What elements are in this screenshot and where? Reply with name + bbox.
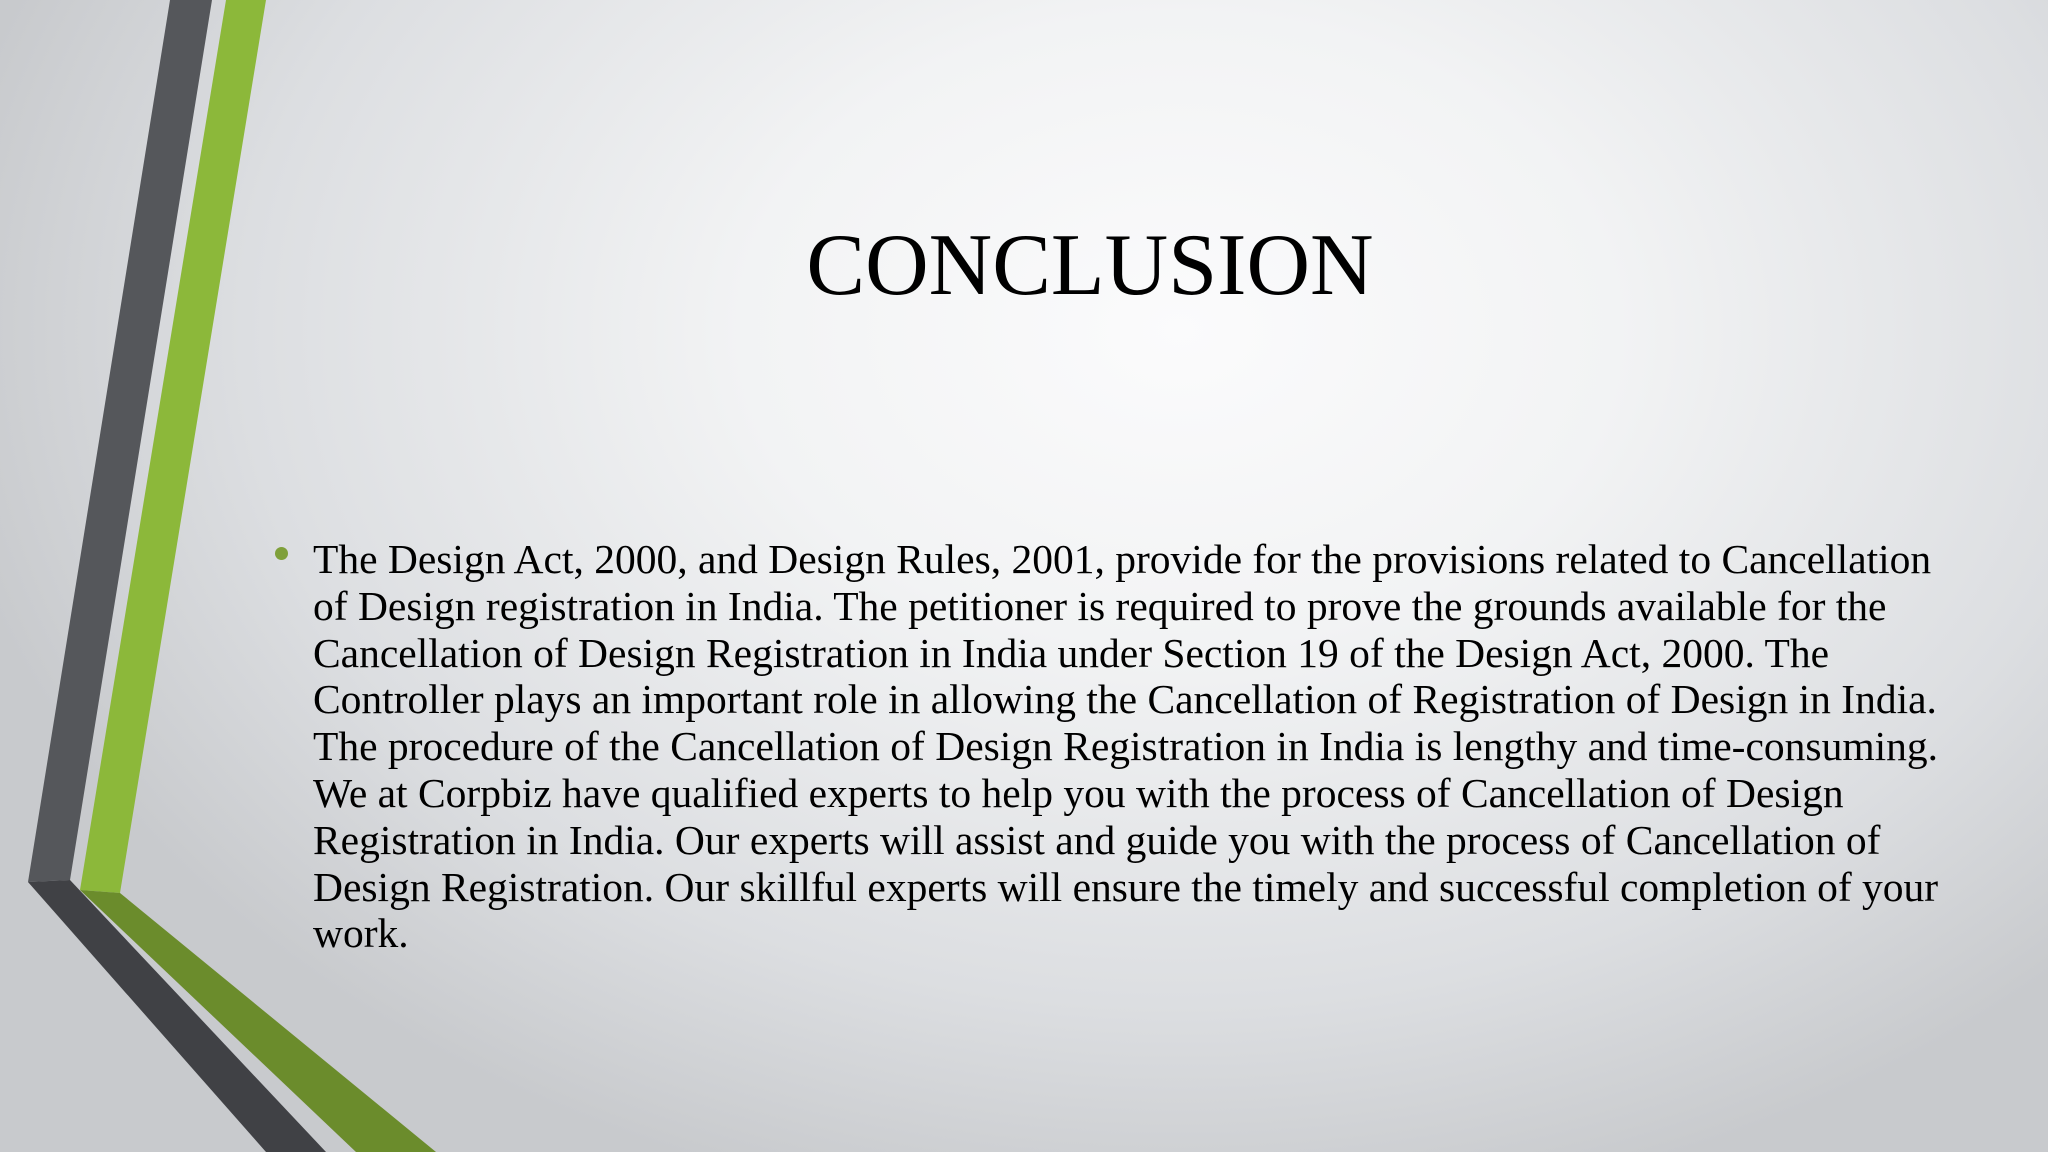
bullet-text: The Design Act, 2000, and Design Rules, 2001, provide for the provisions related to Cancellation of Design registration in India. The petitioner is required to prove the grounds available for the Cancellation of Design Registration in India under Section 19 of the Design Act, 2000. The Controller plays an important role in allowing the Cancellation of Registration of Design in India. The procedure of the Cancellation of Design Registration in India is lengthy and time-consuming. We at Corpbiz have qualified experts to help you with the process of Cancellation of Design Registration in India. Our experts will assist and guide you with the process of Cancellation of Design Registration. Our skillful experts will ensure the timely and successful completion of your work.: [313, 536, 1939, 957]
bullet-item: [275, 536, 1945, 957]
bullet-dot-icon: [275, 547, 288, 560]
bullet-list: [275, 536, 1945, 957]
slide-title: CONCLUSION: [806, 217, 1374, 314]
